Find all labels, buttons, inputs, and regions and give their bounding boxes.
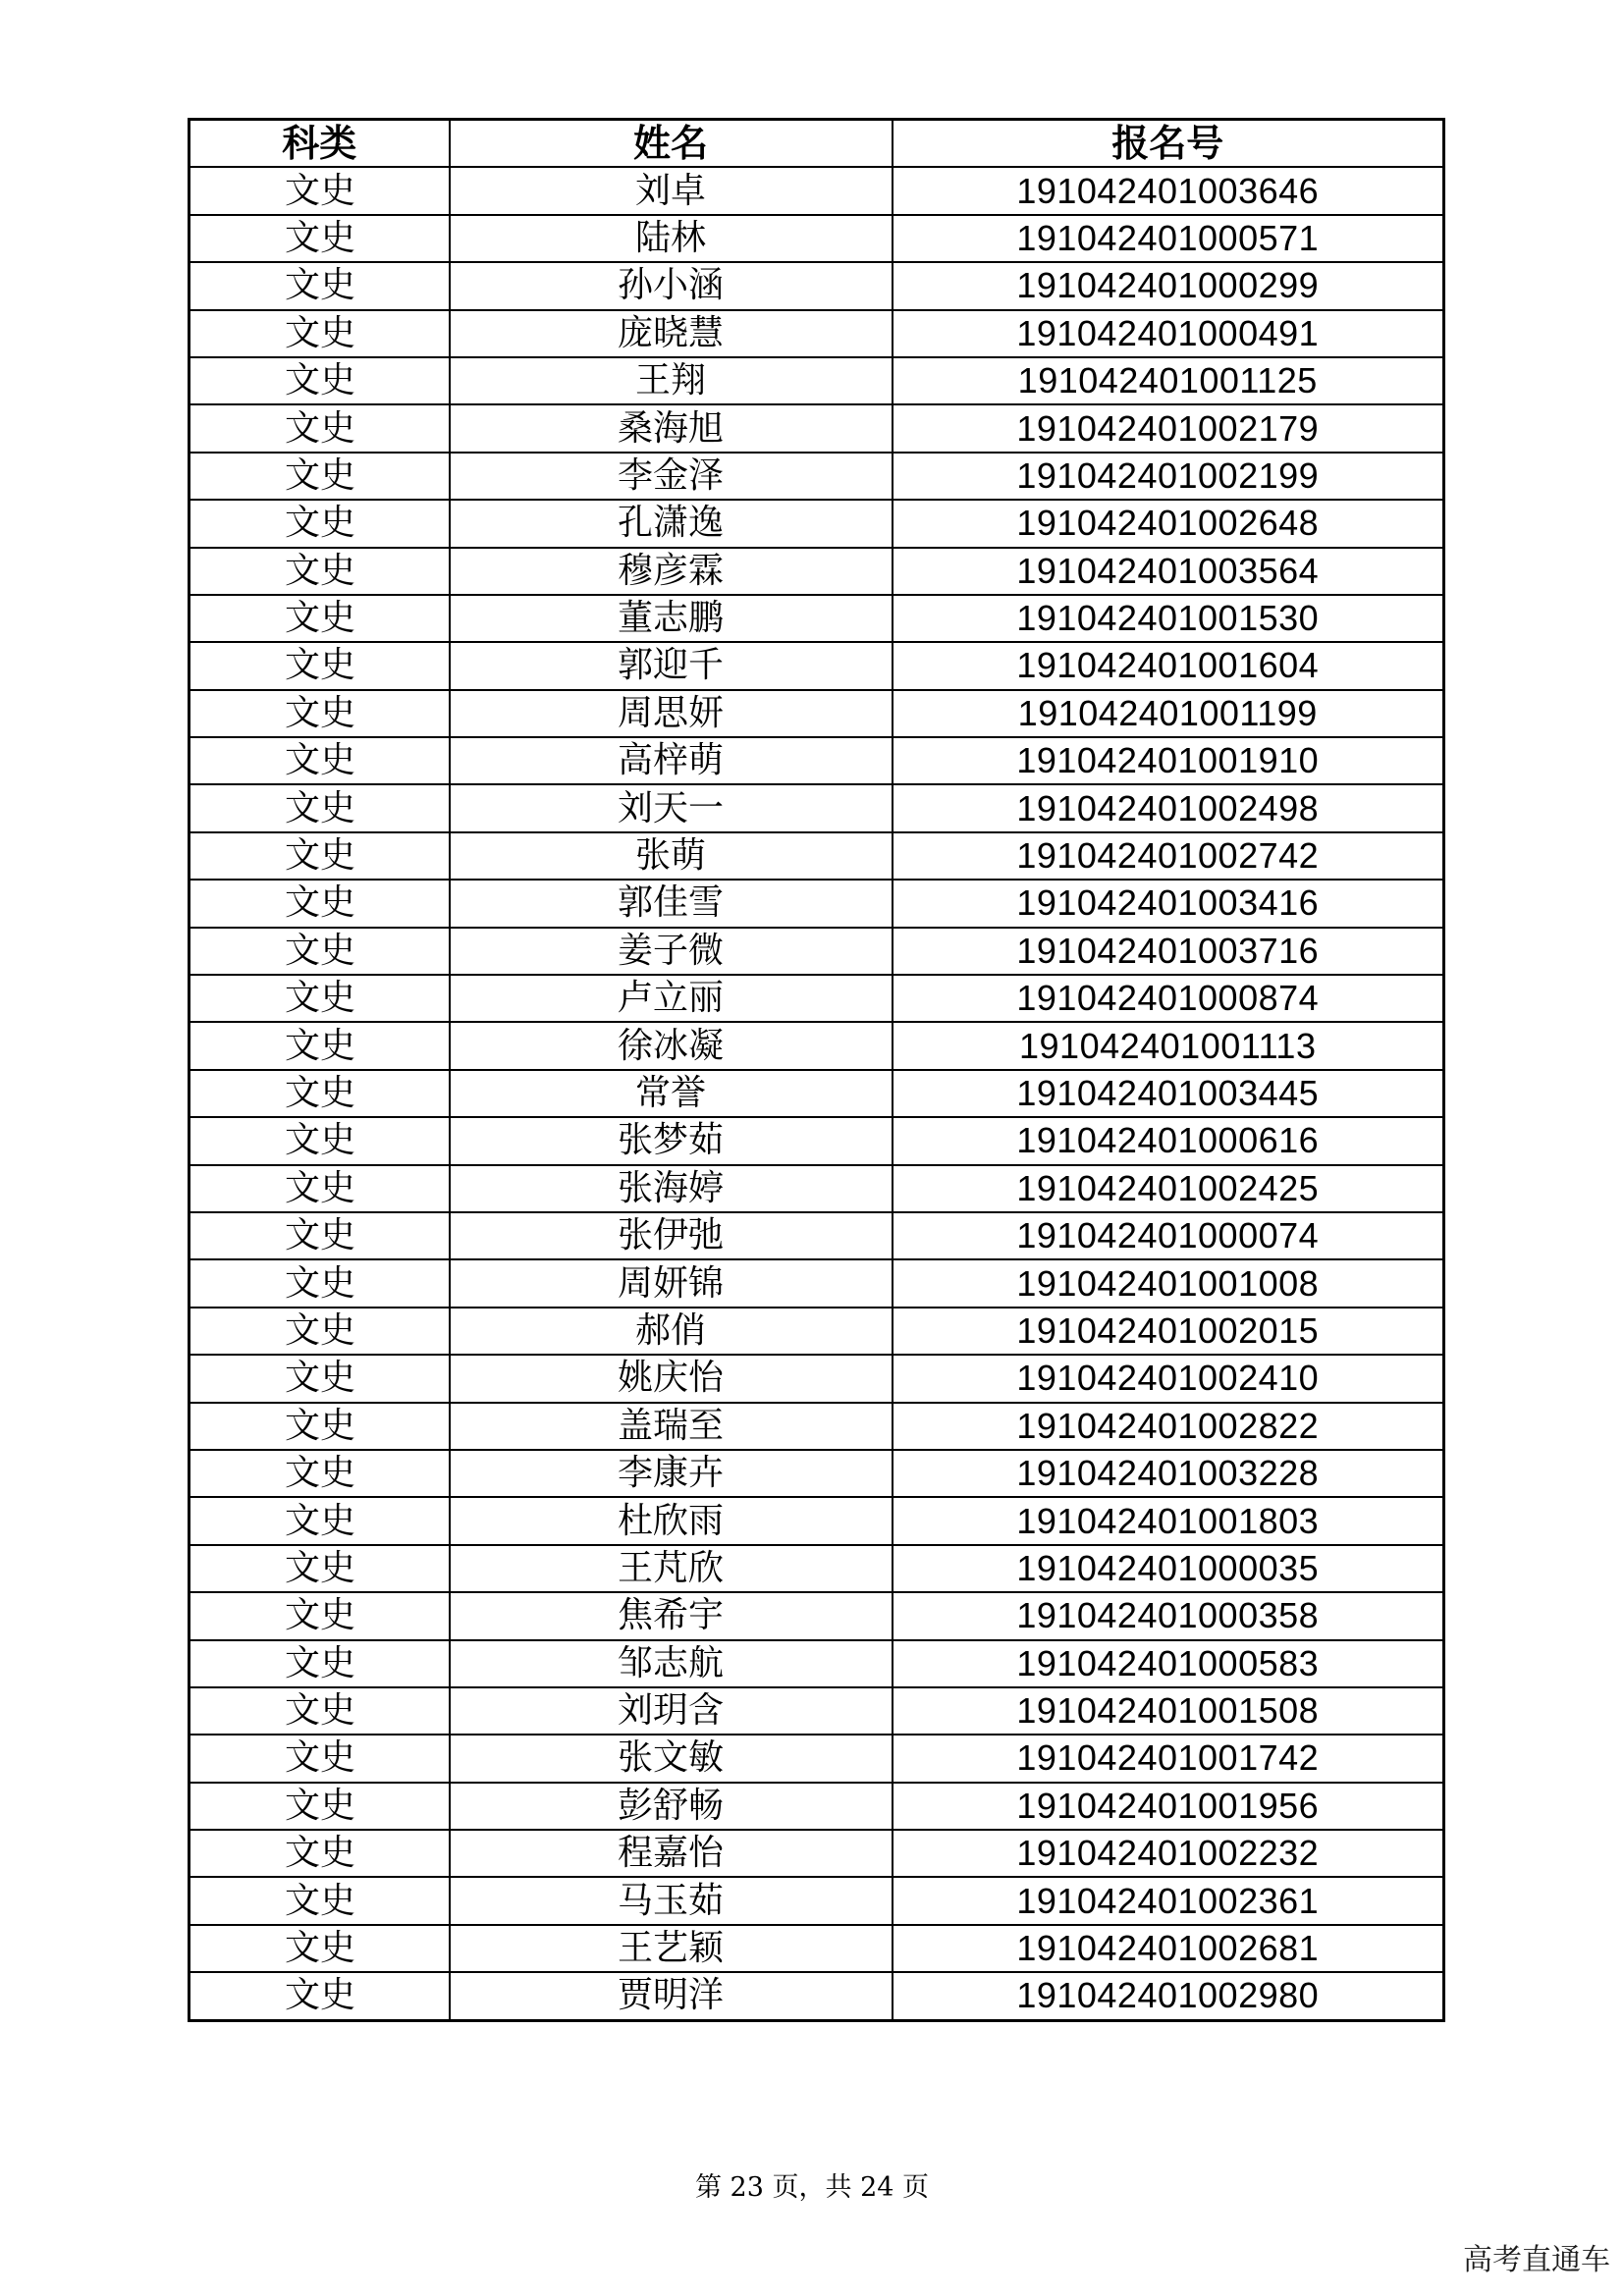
cell-name: 彭舒畅 (450, 1783, 893, 1830)
cell-category: 文史 (189, 262, 450, 309)
cell-category: 文史 (189, 1165, 450, 1212)
table-row (189, 1687, 1444, 1735)
cell-name: 姚庆怡 (450, 1355, 893, 1402)
cell-category: 文史 (189, 1212, 450, 1259)
cell-registration-number: 191042401002361 (893, 1877, 1444, 1924)
cell-name: 王芃欣 (450, 1545, 893, 1592)
admission-roster-table (188, 118, 1445, 2022)
table-row (189, 1117, 1444, 1164)
cell-name: 穆彦霖 (450, 548, 893, 595)
cell-category: 文史 (189, 1925, 450, 1972)
table-row (189, 357, 1444, 404)
cell-registration-number: 191042401003716 (893, 928, 1444, 975)
cell-name: 卢立丽 (450, 975, 893, 1022)
cell-name: 王艺颖 (450, 1925, 893, 1972)
cell-registration-number: 191042401002425 (893, 1165, 1444, 1212)
cell-category: 文史 (189, 310, 450, 357)
page-number-footer: 第 23 页，共 24 页 (694, 2172, 930, 2203)
cell-category: 文史 (189, 167, 450, 214)
cell-registration-number: 191042401001910 (893, 737, 1444, 784)
cell-category: 文史 (189, 784, 450, 831)
cell-registration-number: 191042401002498 (893, 784, 1444, 831)
cell-name: 张梦茹 (450, 1117, 893, 1164)
cell-category: 文史 (189, 1735, 450, 1782)
table-row (189, 1830, 1444, 1877)
table-row (189, 1925, 1444, 1972)
cell-name: 杜欣雨 (450, 1497, 893, 1544)
cell-name: 郭佳雪 (450, 880, 893, 927)
cell-category: 文史 (189, 1450, 450, 1497)
cell-registration-number: 191042401003646 (893, 167, 1444, 214)
cell-name: 常誉 (450, 1070, 893, 1117)
cell-name: 王翔 (450, 357, 893, 404)
cell-category: 文史 (189, 1592, 450, 1639)
cell-category: 文史 (189, 1830, 450, 1877)
cell-registration-number: 191042401001803 (893, 1497, 1444, 1544)
table-row (189, 1783, 1444, 1830)
cell-category: 文史 (189, 1022, 450, 1069)
cell-name: 陆林 (450, 215, 893, 262)
cell-registration-number: 191042401002179 (893, 404, 1444, 452)
cell-registration-number: 191042401003445 (893, 1070, 1444, 1117)
cell-registration-number: 191042401001199 (893, 690, 1444, 737)
cell-category: 文史 (189, 1355, 450, 1402)
table-row (189, 737, 1444, 784)
cell-registration-number: 191042401001956 (893, 1783, 1444, 1830)
cell-registration-number: 191042401001508 (893, 1687, 1444, 1735)
cell-category: 文史 (189, 357, 450, 404)
cell-registration-number: 191042401000571 (893, 215, 1444, 262)
cell-category: 文史 (189, 500, 450, 547)
cell-registration-number: 191042401002232 (893, 1830, 1444, 1877)
cell-category: 文史 (189, 1403, 450, 1450)
table-row (189, 928, 1444, 975)
table-row (189, 404, 1444, 452)
cell-registration-number: 191042401000035 (893, 1545, 1444, 1592)
cell-category: 文史 (189, 642, 450, 689)
cell-category: 文史 (189, 928, 450, 975)
cell-category: 文史 (189, 1972, 450, 2020)
cell-registration-number: 191042401000299 (893, 262, 1444, 309)
table-row (189, 262, 1444, 309)
table-row (189, 690, 1444, 737)
cell-registration-number: 191042401000358 (893, 1592, 1444, 1639)
cell-name: 董志鹏 (450, 595, 893, 642)
cell-category: 文史 (189, 404, 450, 452)
table-row (189, 1212, 1444, 1259)
table-row (189, 1592, 1444, 1639)
cell-category: 文史 (189, 880, 450, 927)
cell-registration-number: 191042401002822 (893, 1403, 1444, 1450)
table-row (189, 167, 1444, 214)
table-row (189, 1403, 1444, 1450)
table-row (189, 642, 1444, 689)
cell-category: 文史 (189, 1783, 450, 1830)
header-category: 科类 (189, 120, 450, 168)
cell-name: 张海婷 (450, 1165, 893, 1212)
cell-category: 文史 (189, 737, 450, 784)
cell-name: 张文敏 (450, 1735, 893, 1782)
table-row (189, 548, 1444, 595)
cell-registration-number: 191042401000583 (893, 1640, 1444, 1687)
cell-name: 焦希宇 (450, 1592, 893, 1639)
header-name: 姓名 (450, 120, 893, 168)
cell-category: 文史 (189, 215, 450, 262)
cell-category: 文史 (189, 1640, 450, 1687)
cell-name: 孔潇逸 (450, 500, 893, 547)
header-registration-number: 报名号 (893, 120, 1444, 168)
table-header-row (189, 120, 1444, 168)
cell-registration-number: 191042401001125 (893, 357, 1444, 404)
cell-registration-number: 191042401003564 (893, 548, 1444, 595)
cell-name: 李康卉 (450, 1450, 893, 1497)
cell-category: 文史 (189, 1070, 450, 1117)
cell-name: 程嘉怡 (450, 1830, 893, 1877)
cell-registration-number: 191042401001113 (893, 1022, 1444, 1069)
table-row (189, 453, 1444, 500)
cell-registration-number: 191042401003416 (893, 880, 1444, 927)
table-row (189, 595, 1444, 642)
table-row (189, 500, 1444, 547)
cell-registration-number: 191042401002199 (893, 453, 1444, 500)
cell-name: 高梓萌 (450, 737, 893, 784)
cell-name: 桑海旭 (450, 404, 893, 452)
cell-name: 张萌 (450, 832, 893, 880)
cell-name: 张伊弛 (450, 1212, 893, 1259)
cell-registration-number: 191042401001008 (893, 1259, 1444, 1307)
cell-category: 文史 (189, 1259, 450, 1307)
cell-category: 文史 (189, 453, 450, 500)
cell-registration-number: 191042401001604 (893, 642, 1444, 689)
cell-name: 刘卓 (450, 167, 893, 214)
cell-category: 文史 (189, 690, 450, 737)
cell-category: 文史 (189, 975, 450, 1022)
table-row (189, 1165, 1444, 1212)
table-row (189, 1308, 1444, 1355)
cell-registration-number: 191042401002648 (893, 500, 1444, 547)
table-row (189, 215, 1444, 262)
table-row (189, 975, 1444, 1022)
cell-registration-number: 191042401002410 (893, 1355, 1444, 1402)
cell-registration-number: 191042401001530 (893, 595, 1444, 642)
cell-name: 庞晓慧 (450, 310, 893, 357)
cell-name: 周妍锦 (450, 1259, 893, 1307)
cell-name: 周思妍 (450, 690, 893, 737)
cell-registration-number: 191042401000491 (893, 310, 1444, 357)
cell-name: 徐冰凝 (450, 1022, 893, 1069)
table-row (189, 1022, 1444, 1069)
cell-category: 文史 (189, 1545, 450, 1592)
cell-name: 刘玥含 (450, 1687, 893, 1735)
cell-category: 文史 (189, 595, 450, 642)
cell-name: 孙小涵 (450, 262, 893, 309)
cell-category: 文史 (189, 832, 450, 880)
cell-name: 盖瑞至 (450, 1403, 893, 1450)
table-row (189, 1545, 1444, 1592)
table-row (189, 1497, 1444, 1544)
cell-name: 邹志航 (450, 1640, 893, 1687)
cell-registration-number: 191042401002681 (893, 1925, 1444, 1972)
cell-category: 文史 (189, 1687, 450, 1735)
table-row (189, 1972, 1444, 2020)
table-row (189, 880, 1444, 927)
cell-name: 马玉茹 (450, 1877, 893, 1924)
cell-registration-number: 191042401000874 (893, 975, 1444, 1022)
cell-name: 郝俏 (450, 1308, 893, 1355)
cell-category: 文史 (189, 1497, 450, 1544)
cell-registration-number: 191042401000616 (893, 1117, 1444, 1164)
cell-registration-number: 191042401002980 (893, 1972, 1444, 2020)
cell-category: 文史 (189, 1308, 450, 1355)
cell-registration-number: 191042401003228 (893, 1450, 1444, 1497)
cell-registration-number: 191042401001742 (893, 1735, 1444, 1782)
cell-category: 文史 (189, 548, 450, 595)
cell-name: 贾明洋 (450, 1972, 893, 2020)
table-row (189, 1450, 1444, 1497)
table-row (189, 784, 1444, 831)
cell-category: 文史 (189, 1117, 450, 1164)
table-row (189, 1640, 1444, 1687)
cell-name: 姜子微 (450, 928, 893, 975)
cell-registration-number: 191042401002015 (893, 1308, 1444, 1355)
cell-category: 文史 (189, 1877, 450, 1924)
cell-registration-number: 191042401000074 (893, 1212, 1444, 1259)
cell-name: 李金泽 (450, 453, 893, 500)
table-row (189, 832, 1444, 880)
table-body (189, 167, 1444, 2020)
cell-registration-number: 191042401002742 (893, 832, 1444, 880)
cell-name: 郭迎千 (450, 642, 893, 689)
table-row (189, 310, 1444, 357)
watermark-logo-text: 高考直通车 (1463, 2243, 1610, 2277)
table-row (189, 1735, 1444, 1782)
table-row (189, 1877, 1444, 1924)
table-row (189, 1070, 1444, 1117)
table-row (189, 1259, 1444, 1307)
table-row (189, 1355, 1444, 1402)
cell-name: 刘天一 (450, 784, 893, 831)
